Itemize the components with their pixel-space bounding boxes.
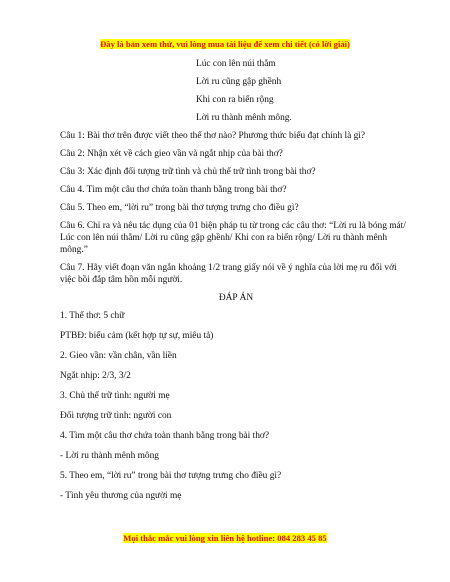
question-6: Câu 6. Chỉ ra và nêu tác dụng của 01 biện pháp tu từ trong các câu thơ: “Lời ru là bóng mát/ Lúc con lên núi thẳm/ Lời ru cũng gập ghềnh/ Khi con ra biển rộng/ Lời ru thành mênh mông.”	[60, 221, 406, 255]
poem-line: Lời ru thành mênh mông.	[196, 113, 292, 123]
question-3: Câu 3: Xác định đối tượng trữ tình và chủ thể trữ tình trong bài thơ?	[60, 167, 316, 177]
preview-notice-text: Đây là bản xem thử, vui lòng mua tài liệu để xem chi tiết (có lời giải)	[100, 39, 350, 49]
answer-line: - Lời ru thành mênh mông	[60, 451, 159, 461]
answer-line: Ngắt nhịp: 2/3, 3/2	[60, 371, 131, 381]
poem-line: Lời ru cũng gập ghềnh	[196, 77, 282, 87]
poem-excerpt	[196, 58, 412, 124]
preview-notice-banner	[0, 39, 450, 50]
question-2: Câu 2: Nhận xét về cách gieo vần và ngắt nhịp của bài thơ?	[60, 149, 283, 159]
answer-line: 2. Gieo vần: vần chân, vần liền	[60, 351, 177, 361]
hotline-text: Mọi thắc mắc vui lòng xin liên hệ hotline: 084 283 45 85	[123, 533, 327, 543]
question-1: Câu 1: Bài thơ trên được viết theo thể thơ nào? Phương thức biểu đạt chính là gì?	[60, 131, 366, 141]
answer-heading: ĐÁP ÁN	[218, 293, 254, 303]
hotline-banner	[0, 533, 450, 544]
answer-line: 1. Thể thơ: 5 chữ	[60, 311, 125, 321]
poem-line: Khi con ra biển rộng	[196, 95, 274, 105]
document-body	[60, 58, 412, 510]
answer-line: 4. Tìm một câu thơ chứa toàn thanh bằng trong bài thơ?	[60, 431, 270, 441]
answer-line: 5. Theo em, “lời ru” trong bài thơ tượng trưng cho điều gì?	[60, 471, 282, 481]
answer-line: 3. Chủ thể trữ tình: người mẹ	[60, 391, 170, 401]
answer-line: PTBĐ: biểu cảm (kết hợp tự sự, miêu tả)	[60, 331, 214, 341]
answer-line: Đối tượng trữ tình: người con	[60, 411, 172, 421]
poem-line: Lúc con lên núi thẳm	[196, 59, 276, 69]
question-5: Câu 5. Theo em, “lời ru” trong bài thơ tượng trưng cho điều gì?	[60, 203, 299, 213]
answer-line: - Tình yêu thương của người mẹ	[60, 491, 182, 501]
question-7: Câu 7. Hãy viết đoạn văn ngắn khoảng 1/2 trang giấy nói về ý nghĩa của lời mẹ ru đối với việc bồi đắp tâm hồn mỗi người.	[60, 263, 397, 285]
question-4: Câu 4. Tìm một câu thơ chứa toàn thanh bằng trong bài thơ?	[60, 185, 287, 195]
